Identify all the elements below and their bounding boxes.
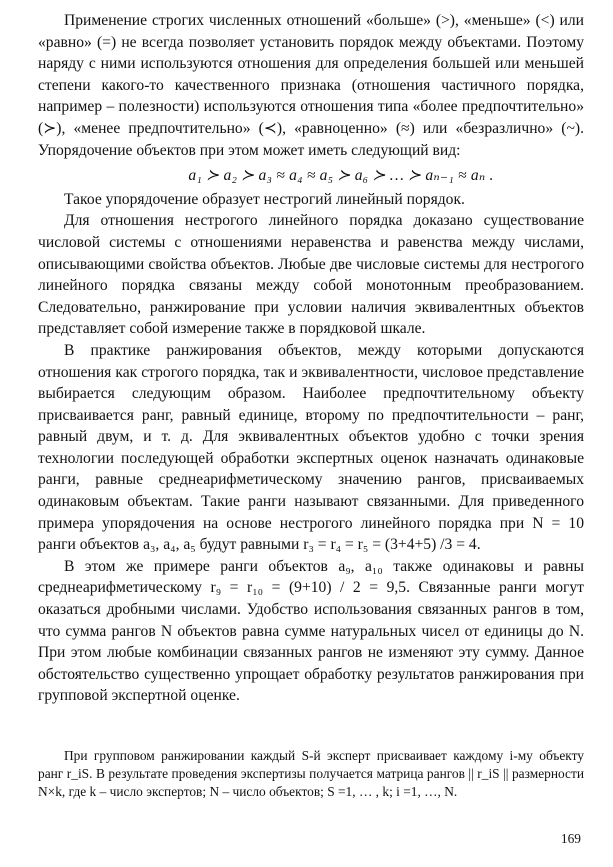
main-text bbox=[38, 10, 584, 707]
paragraph-relations: Применение строгих численных отношений «больше» (>), «меньше» (<) или «равно» (=) не всегда позволяет установить порядок между объектами. Поэтому наряду с ними используются отношения для определения большей или меньшей степени какого-то качественного признака (отношения частичного порядка, например – полезности) используются отношения типа «более предпочтительно» (≻), «менее предпочтительно» (≺), «равноценно» (≈) или «безразлично» (~). Упорядочение объектов при этом может иметь следующий вид: bbox=[38, 12, 584, 159]
paragraph-tied-ranks: В этом же примере ранги объектов a₉, a₁₀ также одинаковы и равны среднеарифметическому r₉ = r₁₀ = (9+10) / 2 = 9,5. Связанные ранги могут оказаться дробными числами. Удобство использования связанных рангов в том, что сумма рангов N объектов равна сумме натуральных чисел от единицы до N. При этом любые комбинации связанных рангов не изменяют эту сумму. Данное обстоятельство существенно упрощает обработку результатов ранжирования при групповой экспертной оценке. bbox=[38, 557, 584, 705]
page-number: 169 bbox=[560, 831, 581, 846]
paragraph-ranking-practice: В практике ранжирования объектов, между которыми допускаются отношения как строгого порядка, так и эквивалентности, числовое представление выбирается следующим образом. Наиболее предпочтительному объекту присваивается ранг, равный единице, второму по предпочтительности – ранг, равный двум, и т. д. Для эквивалентных объектов удобно с точки зрения технологии последующей обработки экспертных оценок назначать одинаковые ранги, равные среднеарифметическому значению рангов, присваиваемых одинаковым объектам. Такие ранги называют связанными. Для приведенного примера упорядочения на основе нестрогого линейного порядка при N = 10 ранги объектов a₃, a₄, a₅ будут равными r₃ = r₄ = r₅ = (3+4+5) /3 = 4. bbox=[38, 341, 584, 554]
paragraph-numeric-system: Для отношения нестрогого линейного порядка доказано существование числовой системы с отношениями неравенства и равенства между числами, описывающими свойства объектов. Любые две числовые системы для нестрогого линейного порядка связаны между собой монотонным преобразованием. Следовательно, ранжирование при условии наличия эквивалентных объектов представляет собой измерение также в порядковой шкале. bbox=[38, 212, 584, 338]
footnote-block bbox=[38, 747, 584, 801]
ordering-formula: a₁ ≻ a₂ ≻ a₃ ≈ a₄ ≈ a₅ ≻ a₆ ≻ … ≻ aₙ₋₁ ≈ aₙ . bbox=[188, 167, 494, 185]
paragraph-group-ranking: При групповом ранжировании каждый S-й эксперт присваивает каждому i-му объекту ранг r_iS. В результате проведения экспертизы получается матрица рангов || r_iS || размерности N×k, где k – число экспертов; N – число объектов; S =1, … , k; i =1, …, N. bbox=[38, 748, 584, 799]
paragraph-nonstrict-order: Такое упорядочение образует нестрогий линейный порядок. bbox=[64, 190, 465, 208]
